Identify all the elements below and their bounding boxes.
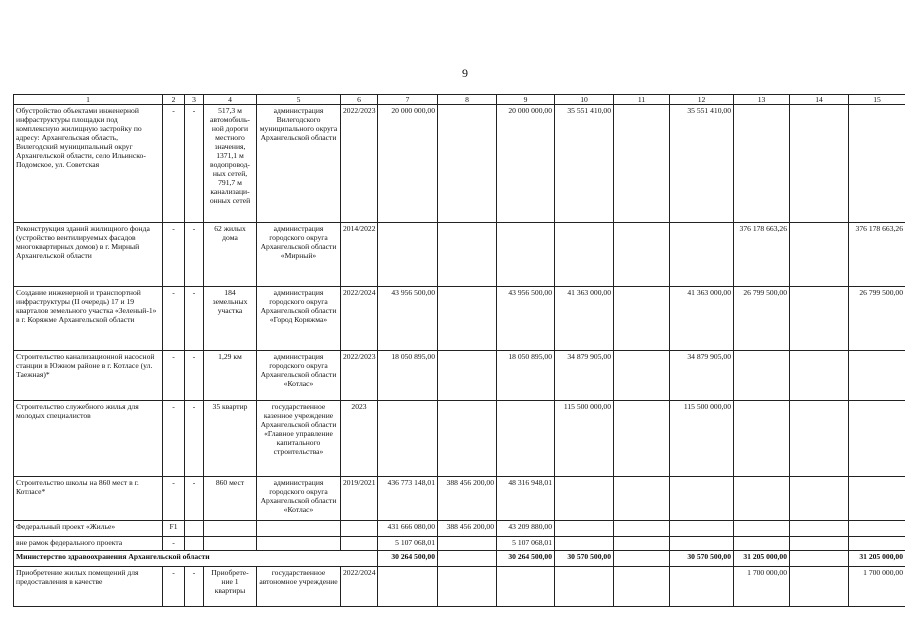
column-number: 3	[185, 95, 204, 105]
amount-cell: 41 363 000,00	[670, 287, 734, 351]
amount-cell: 376 178 663,26	[734, 223, 790, 287]
table-row	[14, 351, 905, 401]
table-row	[14, 287, 905, 351]
info-cell: 860 мест	[204, 477, 257, 521]
amount-cell	[849, 351, 905, 401]
amount-cell: 5 107 068,01	[497, 537, 555, 551]
amount-cell	[497, 401, 555, 477]
page-number: 9	[462, 66, 468, 80]
table-row	[14, 401, 905, 477]
info-cell: -	[185, 477, 204, 521]
info-cell: 35 квартир	[204, 401, 257, 477]
amount-cell	[614, 105, 670, 223]
amount-cell	[790, 477, 849, 521]
amount-cell	[555, 537, 614, 551]
amount-cell: 30 570 500,00	[555, 551, 614, 567]
amount-cell: 376 178 663,26	[849, 223, 905, 287]
table-row	[14, 551, 905, 567]
period-cell: 2022/2024	[341, 567, 378, 607]
info-cell: -	[163, 223, 185, 287]
period-cell: 2022/2023	[341, 351, 378, 401]
info-cell: -	[163, 567, 185, 607]
amount-cell: 30 570 500,00	[670, 551, 734, 567]
ministry-label: Министерство здравоохранения Архангельской области	[14, 551, 378, 567]
amount-cell: 115 500 000,00	[670, 401, 734, 477]
info-cell: -	[185, 223, 204, 287]
executor-cell: администрация городского округа Архангельской области «Котлас»	[257, 351, 341, 401]
column-number: 14	[790, 95, 849, 105]
amount-cell	[734, 537, 790, 551]
amount-cell: 115 500 000,00	[555, 401, 614, 477]
period-cell: 2022/2023	[341, 105, 378, 223]
table-row	[14, 521, 905, 537]
amount-cell	[849, 105, 905, 223]
info-cell: -	[163, 287, 185, 351]
executor-cell: государственное казенное учреждение Архангельской области «Главное управление капитального строительства»	[257, 401, 341, 477]
amount-cell	[734, 521, 790, 537]
column-number: 15	[849, 95, 905, 105]
amount-cell	[670, 521, 734, 537]
info-cell: 1,29 км	[204, 351, 257, 401]
amount-cell: 41 363 000,00	[555, 287, 614, 351]
amount-cell: 30 264 500,00	[378, 551, 438, 567]
amount-cell	[438, 105, 497, 223]
amount-cell: 1 700 000,00	[849, 567, 905, 607]
amount-cell	[790, 551, 849, 567]
amount-cell	[670, 567, 734, 607]
executor-cell: администрация городского округа Архангельской области «Котлас»	[257, 477, 341, 521]
item-name: Обустройство объектами инженерной инфраструктуры площадки под комплексную жилищную застройку по адресу: Архангельская область, Вилегодский муниципальный округ Архангельской области, село Ильинско-Подомское, ул. Советская	[14, 105, 163, 223]
amount-cell	[614, 537, 670, 551]
column-number: 9	[497, 95, 555, 105]
amount-cell: 26 799 500,00	[734, 287, 790, 351]
column-number: 5	[257, 95, 341, 105]
amount-cell: 34 879 905,00	[670, 351, 734, 401]
amount-cell	[790, 223, 849, 287]
executor-cell: администрация Вилегодского муниципального округа Архангельской области	[257, 105, 341, 223]
amount-cell	[378, 223, 438, 287]
budget-table	[13, 94, 905, 607]
amount-cell: 20 000 000,00	[497, 105, 555, 223]
column-number: 1	[14, 95, 163, 105]
amount-cell: 43 209 880,00	[497, 521, 555, 537]
amount-cell	[438, 223, 497, 287]
amount-cell	[734, 351, 790, 401]
executor-cell: администрация городского округа Архангельской области «Мирный»	[257, 223, 341, 287]
amount-cell	[438, 537, 497, 551]
item-name: вне рамок федерального проекта	[14, 537, 163, 551]
amount-cell: 43 956 500,00	[497, 287, 555, 351]
column-number: 4	[204, 95, 257, 105]
amount-cell	[497, 223, 555, 287]
amount-cell	[378, 401, 438, 477]
column-number: 10	[555, 95, 614, 105]
info-cell: -	[163, 537, 185, 551]
amount-cell: 388 456 200,00	[438, 521, 497, 537]
info-cell: -	[185, 105, 204, 223]
table-row	[14, 223, 905, 287]
amount-cell	[670, 477, 734, 521]
amount-cell: 26 799 500,00	[849, 287, 905, 351]
period-cell: 2022/2024	[341, 287, 378, 351]
amount-cell: 31 205 000,00	[734, 551, 790, 567]
amount-cell: 31 205 000,00	[849, 551, 905, 567]
amount-cell	[790, 567, 849, 607]
column-number: 2	[163, 95, 185, 105]
column-number: 8	[438, 95, 497, 105]
info-cell	[204, 521, 257, 537]
period-cell	[341, 537, 378, 551]
amount-cell: 20 000 000,00	[378, 105, 438, 223]
amount-cell	[614, 287, 670, 351]
period-cell: 2014/2022	[341, 223, 378, 287]
column-number: 7	[378, 95, 438, 105]
amount-cell: 48 316 948,01	[497, 477, 555, 521]
amount-cell	[555, 521, 614, 537]
amount-cell: 1 700 000,00	[734, 567, 790, 607]
info-cell: 184 земельных участка	[204, 287, 257, 351]
amount-cell	[378, 567, 438, 607]
item-name: Создание инженерной и транспортной инфраструктуры (II очередь) 17 и 19 кварталов земельного участка «Зеленый-1» в г. Коряжме Архангельской области	[14, 287, 163, 351]
column-number: 11	[614, 95, 670, 105]
amount-cell: 18 050 895,00	[378, 351, 438, 401]
table-row	[14, 477, 905, 521]
amount-cell	[614, 477, 670, 521]
amount-cell: 436 773 148,01	[378, 477, 438, 521]
info-cell: Приобрете-ние 1 квартиры	[204, 567, 257, 607]
column-number: 6	[341, 95, 378, 105]
amount-cell	[614, 351, 670, 401]
column-number-row	[14, 95, 905, 105]
amount-cell: 35 551 410,00	[555, 105, 614, 223]
executor-cell: администрация городского округа Архангельской области «Город Коряжма»	[257, 287, 341, 351]
amount-cell	[614, 223, 670, 287]
amount-cell	[438, 551, 497, 567]
executor-cell	[257, 537, 341, 551]
amount-cell	[790, 351, 849, 401]
amount-cell	[790, 537, 849, 551]
amount-cell	[438, 287, 497, 351]
info-cell	[204, 537, 257, 551]
amount-cell	[734, 105, 790, 223]
amount-cell	[670, 537, 734, 551]
amount-cell	[790, 401, 849, 477]
amount-cell	[849, 477, 905, 521]
item-name: Федеральный проект «Жилье»	[14, 521, 163, 537]
executor-cell	[257, 521, 341, 537]
period-cell: 2023	[341, 401, 378, 477]
amount-cell	[614, 551, 670, 567]
info-cell: -	[185, 351, 204, 401]
amount-cell	[734, 401, 790, 477]
item-name: Строительство канализационной насосной станции в Южном районе в г. Котласе (ул. Таежная)*	[14, 351, 163, 401]
amount-cell: 30 264 500,00	[497, 551, 555, 567]
info-cell: -	[163, 351, 185, 401]
table-body	[14, 95, 905, 607]
amount-cell	[849, 537, 905, 551]
amount-cell	[614, 567, 670, 607]
amount-cell	[438, 567, 497, 607]
amount-cell: 18 050 895,00	[497, 351, 555, 401]
executor-cell: государственное автономное учреждение	[257, 567, 341, 607]
amount-cell	[670, 223, 734, 287]
amount-cell	[849, 521, 905, 537]
info-cell: -	[163, 401, 185, 477]
amount-cell	[438, 401, 497, 477]
column-number: 13	[734, 95, 790, 105]
amount-cell	[790, 521, 849, 537]
info-cell	[185, 521, 204, 537]
amount-cell: 34 879 905,00	[555, 351, 614, 401]
amount-cell	[497, 567, 555, 607]
amount-cell	[790, 105, 849, 223]
table-row	[14, 105, 905, 223]
amount-cell	[438, 351, 497, 401]
info-cell	[185, 537, 204, 551]
table-row	[14, 537, 905, 551]
amount-cell	[614, 521, 670, 537]
period-cell: 2019/2021	[341, 477, 378, 521]
info-cell: -	[185, 567, 204, 607]
table-row	[14, 567, 905, 607]
info-cell: -	[185, 401, 204, 477]
info-cell: 62 жилых дома	[204, 223, 257, 287]
info-cell: -	[163, 477, 185, 521]
info-cell: F1	[163, 521, 185, 537]
amount-cell: 43 956 500,00	[378, 287, 438, 351]
amount-cell	[790, 287, 849, 351]
amount-cell	[555, 223, 614, 287]
amount-cell: 5 107 068,01	[378, 537, 438, 551]
amount-cell	[555, 567, 614, 607]
amount-cell	[555, 477, 614, 521]
amount-cell	[734, 477, 790, 521]
column-number: 12	[670, 95, 734, 105]
amount-cell: 35 551 410,00	[670, 105, 734, 223]
item-name: Строительство школы на 860 мест в г. Котласе*	[14, 477, 163, 521]
info-cell: -	[163, 105, 185, 223]
item-name: Реконструкция зданий жилищного фонда (устройство вентилируемых фасадов многоквартирных домов) в г. Мирный Архангельской области	[14, 223, 163, 287]
amount-cell: 388 456 200,00	[438, 477, 497, 521]
info-cell: -	[185, 287, 204, 351]
info-cell: 517,3 м автомобиль-ной дороги местного значения, 1371,1 м водопровод-ных сетей, 791,7 м канализаци-онных сетей	[204, 105, 257, 223]
period-cell	[341, 521, 378, 537]
amount-cell: 431 666 080,00	[378, 521, 438, 537]
item-name: Приобретение жилых помещений для предоставления в качестве	[14, 567, 163, 607]
amount-cell	[614, 401, 670, 477]
item-name: Строительство служебного жилья для молодых специалистов	[14, 401, 163, 477]
amount-cell	[849, 401, 905, 477]
